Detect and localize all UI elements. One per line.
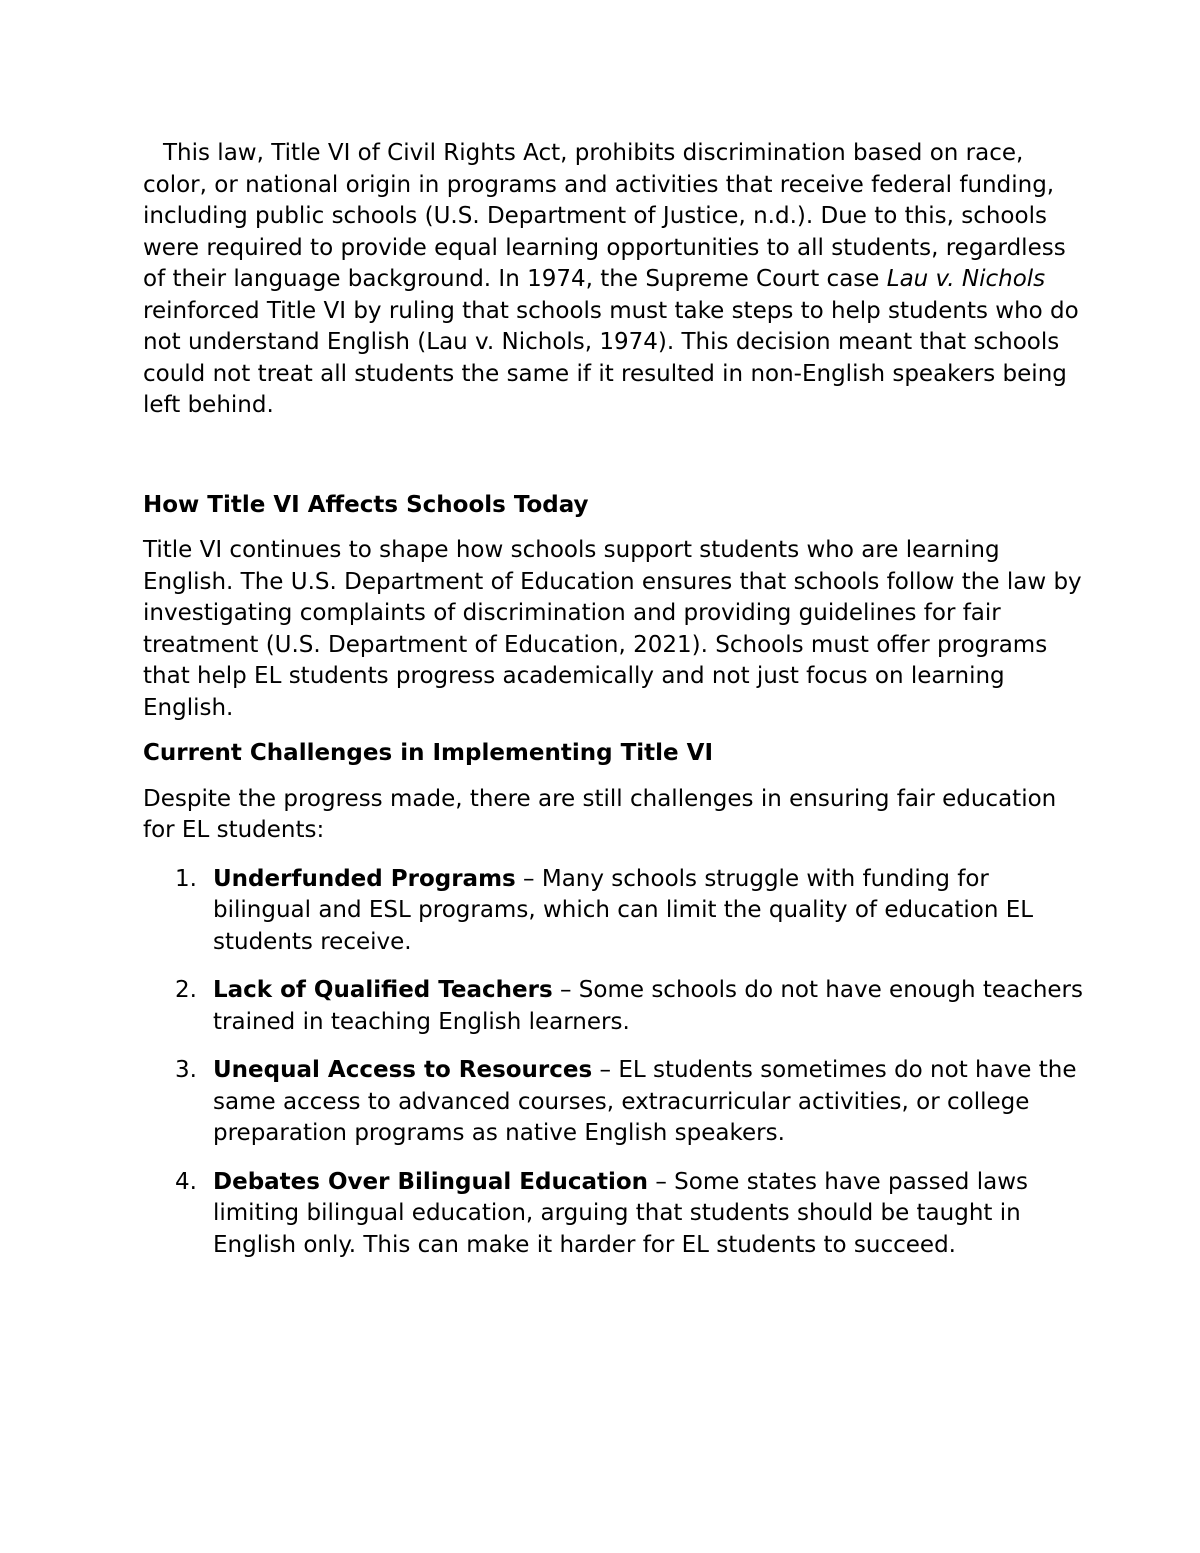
- list-item-text: – EL students sometimes do not have the same access to advanced courses, extracurricular activities, or college preparation programs as native English speakers.: [213, 1057, 1077, 1146]
- section2-heading: Current Challenges in Implementing Title VI: [143, 740, 714, 766]
- list-item: [175, 864, 1083, 959]
- intro-paragraph: [143, 138, 1083, 422]
- list-item: [175, 975, 1083, 1038]
- list-item-title: Debates Over Bilingual Education: [213, 1168, 649, 1195]
- section1-heading: How Title VI Affects Schools Today: [143, 491, 589, 518]
- intro-text-part1: This law, Title VI of Civil Rights Act, prohibits discrimination based on race, color, or national origin in programs and activities that receive federal funding, including public schools (U.S. Department of Justice, n.d.). Due to this, schools were required to provide equal learning opportunities to all students, regardless of their language background. In 1974, the Supreme Court case: [143, 140, 1066, 292]
- section1-paragraph: Title VI continues to shape how schools support students who are learning English. The U.S. Department of Education ensures that schools follow the law by investigating complaints of discrimination and providing guidelines for fair treatment (U.S. Department of Education, 2021). Schools must offer programs that help EL students progress academically and not just focus on learning English.: [143, 537, 1082, 721]
- document-page: [143, 138, 1083, 1278]
- list-item-text: – Many schools struggle with funding for bilingual and ESL programs, which can limit the quality of education EL students receive.: [213, 865, 1034, 955]
- list-item-number: 3.: [175, 1057, 197, 1083]
- list-item: [175, 1055, 1083, 1150]
- list-item-number: 1.: [175, 865, 197, 892]
- list-item-number: 4.: [175, 1168, 197, 1195]
- list-item-text: – Some states have passed laws limiting bilingual education, arguing that students should be taught in English only. This can make it harder for EL students to succeed.: [213, 1168, 1028, 1258]
- case-name: Lau v. Nichols: [886, 266, 1046, 292]
- section2-paragraph: Despite the progress made, there are still challenges in ensuring fair education for EL students:: [143, 785, 1057, 843]
- list-item-title: Lack of Qualified Teachers: [213, 977, 553, 1003]
- list-item-title: Unequal Access to Resources: [213, 1057, 593, 1083]
- challenges-list: [143, 864, 1083, 1262]
- list-item-text: – Some schools do not have enough teachers trained in teaching English learners.: [213, 977, 1083, 1035]
- list-item-number: 2.: [175, 977, 197, 1003]
- list-item: [175, 1167, 1083, 1262]
- list-item-title: Underfunded Programs: [213, 865, 516, 892]
- intro-text-part2: reinforced Title VI by ruling that schools must take steps to help students who do not understand English (Lau v. Nichols, 1974). This decision meant that schools could not treat all students the same if it resulted in non-English speakers being left behind.: [143, 297, 1079, 418]
